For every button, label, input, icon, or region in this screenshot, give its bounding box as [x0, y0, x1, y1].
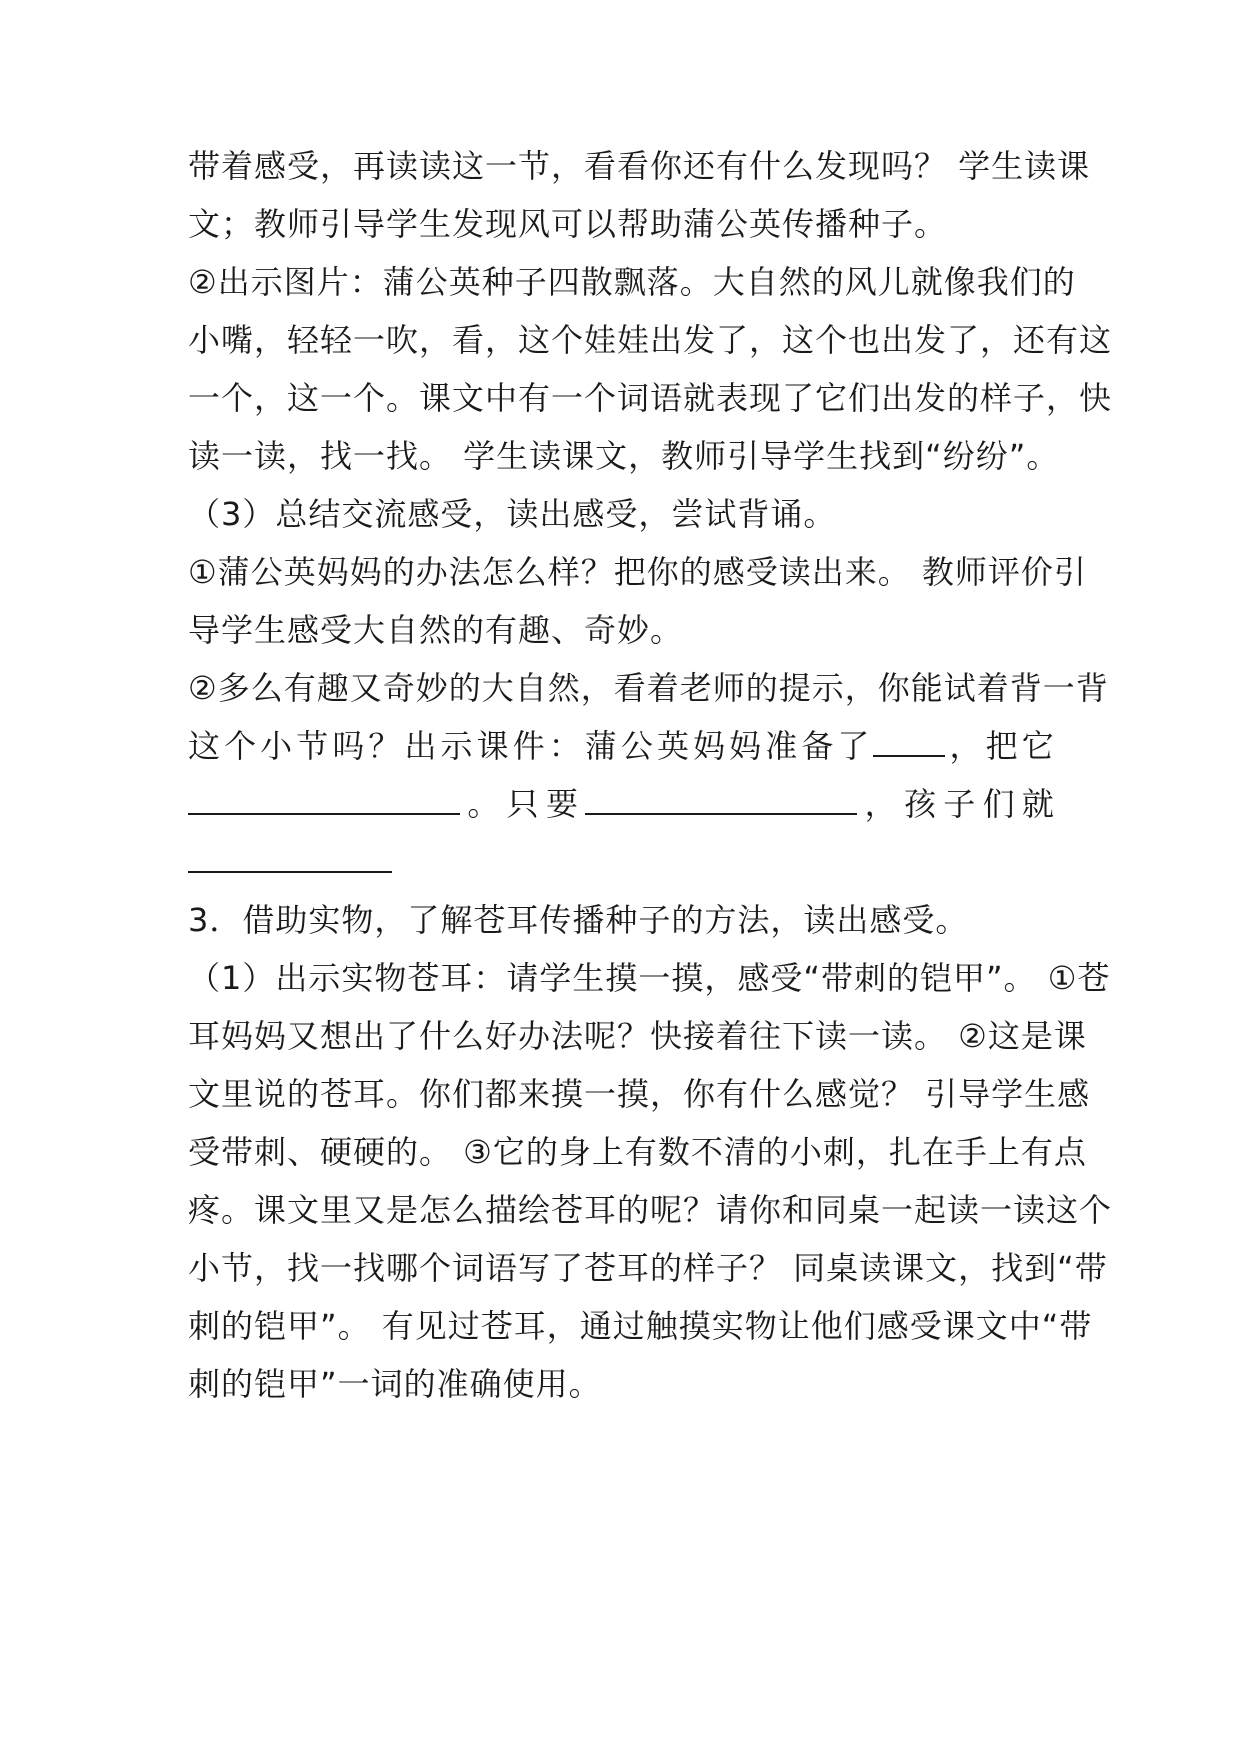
- blank-underline: [188, 785, 460, 815]
- text-line: ②多么有趣又奇妙的大自然，看着老师的提示，你能试着背一背: [188, 669, 1109, 707]
- word: 要: [545, 785, 578, 823]
- fill-in-line-3: [188, 842, 392, 882]
- word: ？: [368, 727, 401, 765]
- text-line: 受带刺、硬硬的。 ③它的身上有数不清的小刺，扎在手上有点: [188, 1133, 1087, 1171]
- word: 蒲: [584, 727, 617, 765]
- fill-in-line-2: [188, 784, 1054, 824]
- word: 节: [296, 727, 329, 765]
- text-line: 文；教师引导学生发现风可以帮助蒲公英传播种子。: [188, 205, 948, 243]
- word: 孩: [903, 785, 936, 823]
- section-heading: 3．借助实物，了解苍耳传播种子的方法，读出感受。: [188, 901, 969, 939]
- text-line: 刺的铠甲”一词的准确使用。: [188, 1365, 602, 1403]
- word: 准: [765, 727, 798, 765]
- word: 子: [943, 785, 976, 823]
- blank-underline: [188, 843, 392, 873]
- word: 。: [467, 785, 500, 823]
- word: 就: [1021, 785, 1054, 823]
- text-line: （1）出示实物苍耳：请学生摸一摸，感受“带刺的铠甲”。 ①苍: [188, 959, 1111, 997]
- blank-underline: [585, 785, 857, 815]
- word: 它: [1021, 727, 1054, 765]
- word: 出: [404, 727, 437, 765]
- word: 小: [260, 727, 293, 765]
- fill-in-line-1: [188, 726, 1054, 766]
- word: 吗: [332, 727, 365, 765]
- text-line: 文里说的苍耳。你们都来摸一摸，你有什么感觉？ 引导学生感: [188, 1075, 1091, 1113]
- text-line: 带着感受，再读读这一节，看看你还有什么发现吗？ 学生读课: [188, 147, 1091, 185]
- word: 件: [512, 727, 545, 765]
- word: 备: [801, 727, 834, 765]
- word: 个: [224, 727, 257, 765]
- word: 妈: [729, 727, 762, 765]
- word: 把: [985, 727, 1018, 765]
- text-line: 刺的铠甲”。 有见过苍耳，通过触摸实物让他们感受课文中“带: [188, 1307, 1093, 1345]
- text-line: 耳妈妈又想出了什么好办法呢？快接着往下读一读。 ②这是课: [188, 1017, 1087, 1055]
- text-line: 读一读，找一找。 学生读课文，教师引导学生找到“纷纷”。: [188, 437, 1060, 475]
- text-line: 导学生感受大自然的有趣、奇妙。: [188, 611, 684, 649]
- word: 了: [837, 727, 870, 765]
- word: 英: [657, 727, 690, 765]
- word: 示: [440, 727, 473, 765]
- text-line: ②出示图片：蒲公英种子四散飘落。大自然的风儿就像我们的: [188, 263, 1076, 301]
- text-line: 小嘴，轻轻一吹，看，这个娃娃出发了，这个也出发了，还有这: [188, 321, 1113, 359]
- text-line: 一个，这一个。课文中有一个词语就表现了它们出发的样子，快: [188, 379, 1113, 417]
- blank-underline: [873, 727, 945, 757]
- word: 公: [620, 727, 653, 765]
- text-line: 疼。课文里又是怎么描绘苍耳的呢？请你和同桌一起读一读这个: [188, 1191, 1113, 1229]
- word: ，: [949, 727, 982, 765]
- word: 们: [982, 785, 1015, 823]
- word: 这: [188, 727, 221, 765]
- text-line: （3）总结交流感受，读出感受，尝试背诵。: [188, 495, 837, 533]
- word: ：: [548, 727, 581, 765]
- text-line: 小节，找一找哪个词语写了苍耳的样子？ 同桌读课文，找到“带: [188, 1249, 1108, 1287]
- word: 课: [476, 727, 509, 765]
- word: ，: [864, 785, 897, 823]
- word: 妈: [693, 727, 726, 765]
- word: 只: [506, 785, 539, 823]
- text-line: ①蒲公英妈妈的办法怎么样？把你的感受读出来。 教师评价引: [188, 553, 1087, 591]
